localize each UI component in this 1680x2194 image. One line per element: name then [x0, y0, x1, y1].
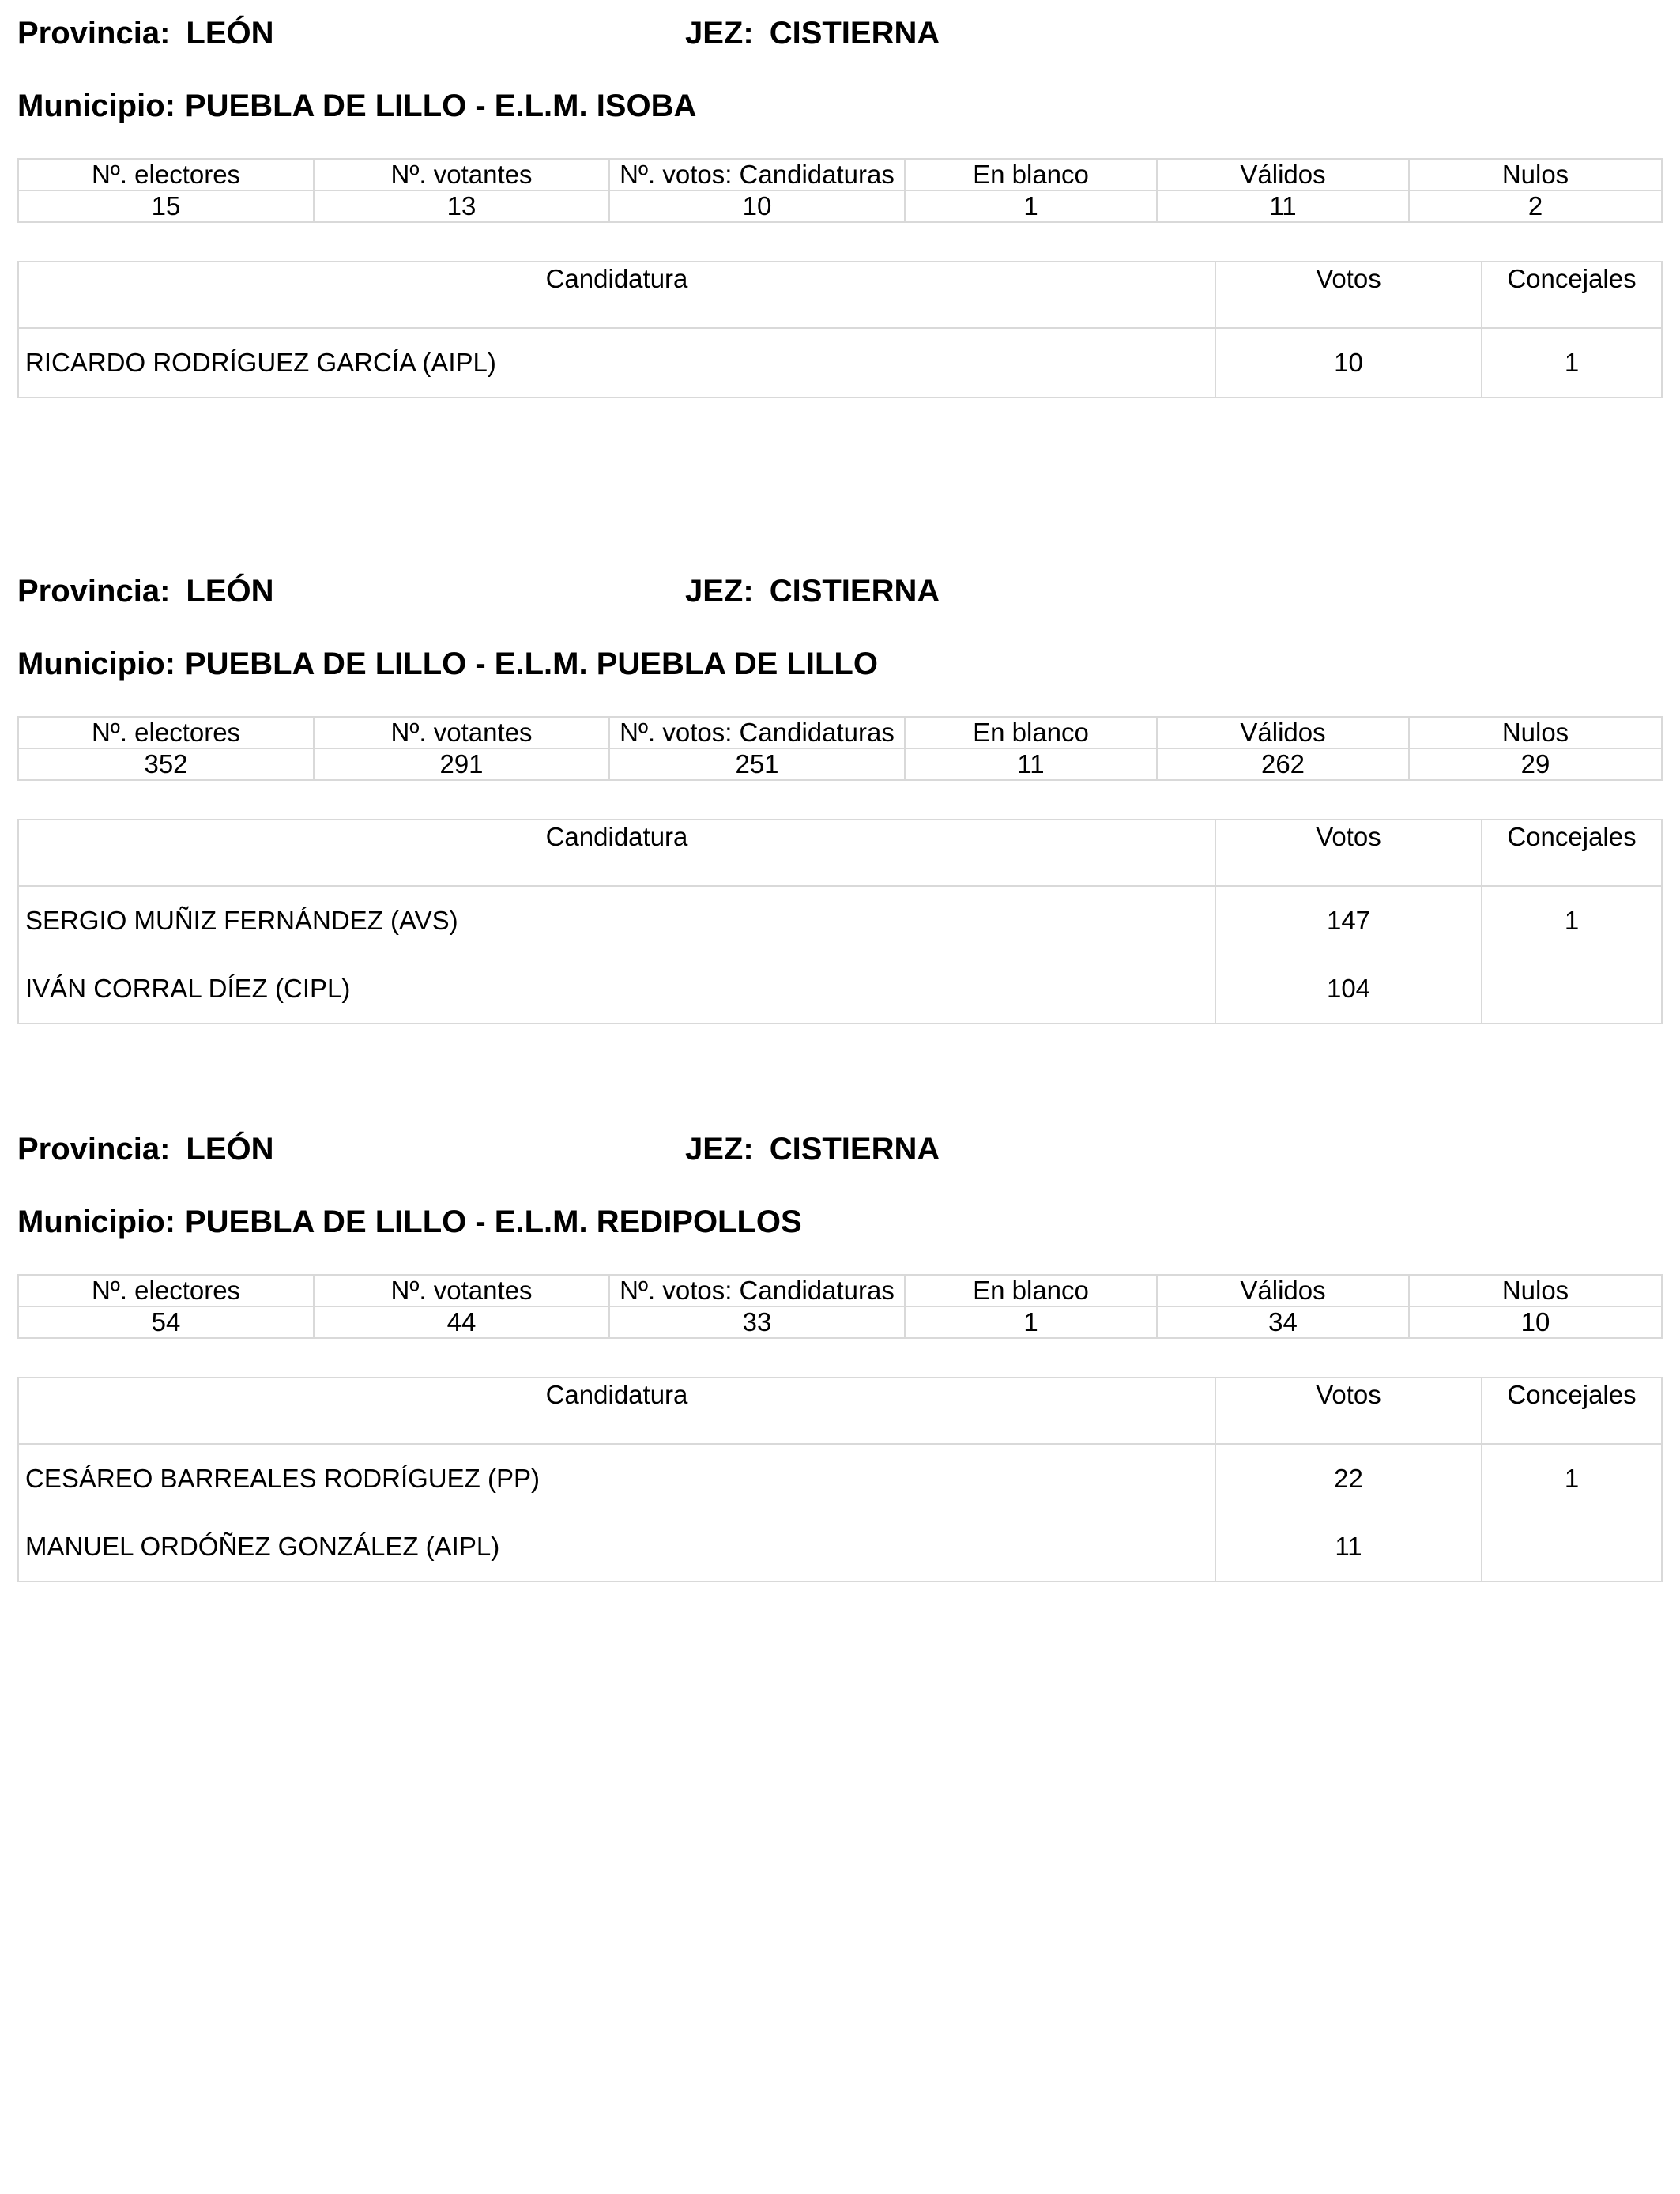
cand-concejales: [1482, 955, 1662, 1023]
cand-name: RICARDO RODRÍGUEZ GARCÍA (AIPL): [18, 328, 1215, 398]
stat-value: 54: [18, 1306, 314, 1338]
candidaturas-table: [17, 261, 1663, 398]
candidaturas-table: [17, 1377, 1663, 1582]
municipio: [17, 1204, 802, 1240]
cand-header: Concejales: [1482, 1378, 1662, 1444]
stat-header: Nº. electores: [18, 717, 314, 748]
stat-value: 44: [314, 1306, 609, 1338]
cand-votos: 11: [1215, 1513, 1482, 1581]
jez-label: JEZ:: [685, 1132, 754, 1167]
table-row: [18, 886, 1662, 955]
provincia-value: LEÓN: [186, 574, 274, 609]
cand-votos: 104: [1215, 955, 1482, 1023]
provincia-value: LEÓN: [186, 1132, 274, 1167]
cand-votos: 147: [1215, 886, 1482, 955]
stat-header: Nº. electores: [18, 1275, 314, 1306]
municipio-label: Municipio:: [17, 647, 175, 681]
stats-value-row: [18, 190, 1662, 222]
stat-value: 33: [609, 1306, 905, 1338]
stat-header: Nº. votos: Candidaturas: [609, 717, 905, 748]
stats-header-row: [18, 717, 1662, 748]
jez-label: JEZ:: [685, 16, 754, 51]
stat-value: 11: [1157, 190, 1409, 222]
stats-table: [17, 1274, 1663, 1339]
stat-header: Nº. votantes: [314, 159, 609, 190]
stats-table: [17, 716, 1663, 781]
stat-value: 262: [1157, 748, 1409, 780]
cand-header: Votos: [1215, 1378, 1482, 1444]
table-row: [18, 955, 1662, 1023]
cand-concejales: 1: [1482, 1444, 1662, 1513]
provincia-value: LEÓN: [186, 16, 274, 51]
cand-name: IVÁN CORRAL DÍEZ (CIPL): [18, 955, 1215, 1023]
stats-header-row: [18, 159, 1662, 190]
section-header: [17, 574, 1661, 621]
table-row: [18, 1444, 1662, 1513]
section-header: [17, 16, 1661, 63]
table-row: [18, 328, 1662, 398]
stats-value-row: [18, 1306, 1662, 1338]
cand-header: Candidatura: [18, 820, 1215, 886]
cand-header: Candidatura: [18, 1378, 1215, 1444]
stats-value-row: [18, 748, 1662, 780]
cand-votos: 22: [1215, 1444, 1482, 1513]
cand-concejales: 1: [1482, 328, 1662, 398]
cand-name: MANUEL ORDÓÑEZ GONZÁLEZ (AIPL): [18, 1513, 1215, 1581]
cand-votos: 10: [1215, 328, 1482, 398]
stat-value: 352: [18, 748, 314, 780]
cand-header-row: [18, 262, 1662, 328]
stat-value: 1: [905, 1306, 1157, 1338]
stat-header: Nº. votantes: [314, 717, 609, 748]
municipio: [17, 89, 696, 124]
stats-table: [17, 158, 1663, 223]
stat-header: Válidos: [1157, 1275, 1409, 1306]
stat-header: En blanco: [905, 159, 1157, 190]
provincia-label: Provincia:: [17, 1132, 171, 1167]
stat-header: Nº. votantes: [314, 1275, 609, 1306]
municipio-value: PUEBLA DE LILLO - E.L.M. ISOBA: [184, 89, 697, 123]
stat-value: 11: [905, 748, 1157, 780]
table-row: [18, 1513, 1662, 1581]
stat-value: 251: [609, 748, 905, 780]
section-header: [17, 1132, 1661, 1179]
jez: [685, 1132, 940, 1167]
cand-header: Concejales: [1482, 262, 1662, 328]
cand-concejales: 1: [1482, 886, 1662, 955]
cand-header: Candidatura: [18, 262, 1215, 328]
municipio: [17, 647, 878, 682]
provincia: [17, 574, 274, 609]
stat-value: 29: [1409, 748, 1662, 780]
stat-header: Válidos: [1157, 159, 1409, 190]
jez-value: CISTIERNA: [769, 574, 940, 609]
municipio-label: Municipio:: [17, 1204, 175, 1239]
stat-header: Nº. electores: [18, 159, 314, 190]
stat-value: 1: [905, 190, 1157, 222]
stat-header: Nº. votos: Candidaturas: [609, 159, 905, 190]
stat-value: 2: [1409, 190, 1662, 222]
jez-label: JEZ:: [685, 574, 754, 609]
provincia-label: Provincia:: [17, 574, 171, 609]
stat-value: 10: [609, 190, 905, 222]
provincia: [17, 1132, 274, 1167]
stat-header: Nulos: [1409, 159, 1662, 190]
municipio-label: Municipio:: [17, 89, 175, 123]
cand-concejales: [1482, 1513, 1662, 1581]
stat-value: 13: [314, 190, 609, 222]
stat-header: Válidos: [1157, 717, 1409, 748]
stat-header: Nulos: [1409, 1275, 1662, 1306]
candidaturas-table: [17, 819, 1663, 1024]
stat-header: Nulos: [1409, 717, 1662, 748]
jez: [685, 574, 940, 609]
provincia: [17, 16, 274, 51]
jez: [685, 16, 940, 51]
cand-header: Concejales: [1482, 820, 1662, 886]
cand-name: SERGIO MUÑIZ FERNÁNDEZ (AVS): [18, 886, 1215, 955]
cand-header-row: [18, 1378, 1662, 1444]
stat-header: Nº. votos: Candidaturas: [609, 1275, 905, 1306]
stat-header: En blanco: [905, 717, 1157, 748]
stat-value: 15: [18, 190, 314, 222]
stat-value: 34: [1157, 1306, 1409, 1338]
cand-header: Votos: [1215, 262, 1482, 328]
cand-name: CESÁREO BARREALES RODRÍGUEZ (PP): [18, 1444, 1215, 1513]
stats-header-row: [18, 1275, 1662, 1306]
municipio-value: PUEBLA DE LILLO - E.L.M. REDIPOLLOS: [184, 1204, 802, 1239]
stat-value: 10: [1409, 1306, 1662, 1338]
jez-value: CISTIERNA: [769, 16, 940, 51]
provincia-label: Provincia:: [17, 16, 171, 51]
cand-header: Votos: [1215, 820, 1482, 886]
stat-value: 291: [314, 748, 609, 780]
municipio-value: PUEBLA DE LILLO - E.L.M. PUEBLA DE LILLO: [184, 647, 878, 681]
cand-header-row: [18, 820, 1662, 886]
jez-value: CISTIERNA: [769, 1132, 940, 1167]
stat-header: En blanco: [905, 1275, 1157, 1306]
